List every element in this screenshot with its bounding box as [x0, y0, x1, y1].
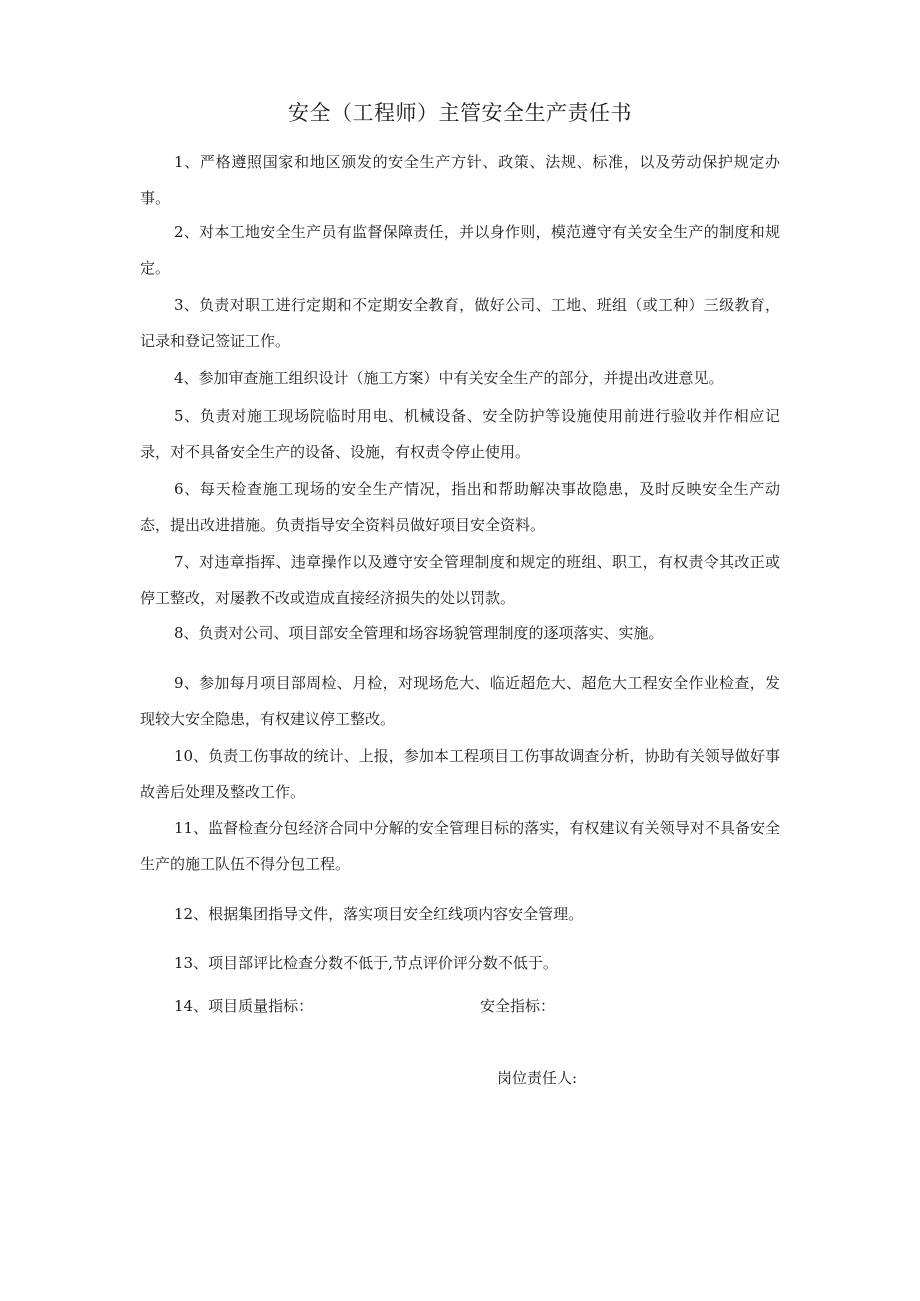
- signer-label: 岗位责任人:: [497, 1069, 578, 1087]
- clause-14-safety-label: 安全指标：: [480, 997, 556, 1015]
- clause-11: 11、监督检查分包经济合同中分解的安全管理目标的落实，有权建议有关领导对不具备安全生产的施工队伍不得分包工程。: [140, 819, 780, 873]
- document-title: 安全（工程师）主管安全生产责任书: [288, 101, 632, 125]
- clause-2: 2、对本工地安全生产员有监督保障责任，并以身作则，模范遵守有关安全生产的制度和规定。: [140, 223, 780, 277]
- clause-10: 10、负责工伤事故的统计、上报，参加本工程项目工伤事故调查分析，协助有关领导做好事故善后处理及整改工作。: [140, 747, 780, 801]
- clause-6: 6、每天检查施工现场的安全生产情况，指出和帮助解决事故隐患，及时反映安全生产动态，提出改进措施。负责指导安全资料员做好项目安全资料。: [140, 480, 780, 534]
- clause-4: 4、参加审查施工组织设计（施工方案）中有关安全生产的部分，并提出改进意见。: [174, 369, 724, 387]
- clause-12: 12、根据集团指导文件，落实项目安全红线项内容安全管理。: [174, 905, 584, 923]
- clause-1: 1、严格遵照国家和地区颁发的安全生产方针、政策、法规、标准，以及劳动保护规定办事。: [140, 153, 780, 207]
- clause-8: 8、负责对公司、项目部安全管理和场容场貌管理制度的逐项落实、实施。: [174, 624, 664, 642]
- clause-13: 13、项目部评比检查分数不低于,节点评价评分数不低于。: [174, 954, 558, 972]
- clause-3: 3、负责对职工进行定期和不定期安全教育，做好公司、工地、班组（或工种）三级教育，记录和登记签证工作。: [140, 296, 780, 350]
- clause-5: 5、负责对施工现场院临时用电、机械设备、安全防护等设施使用前进行验收并作相应记录，对不具备安全生产的设备、设施，有权责令停止使用。: [140, 407, 780, 461]
- clause-9: 9、参加每月项目部周检、月检，对现场危大、临近超危大、超危大工程安全作业检查，发现较大安全隐患，有权建议停工整改。: [140, 674, 780, 728]
- clause-14-quality-label: 14、项目质量指标：: [174, 997, 314, 1015]
- clause-7: 7、对违章指挥、违章操作以及遵守安全管理制度和规定的班组、职工，有权责令其改正或停工整改，对屡教不改或造成直接经济损失的处以罚款。: [140, 553, 780, 607]
